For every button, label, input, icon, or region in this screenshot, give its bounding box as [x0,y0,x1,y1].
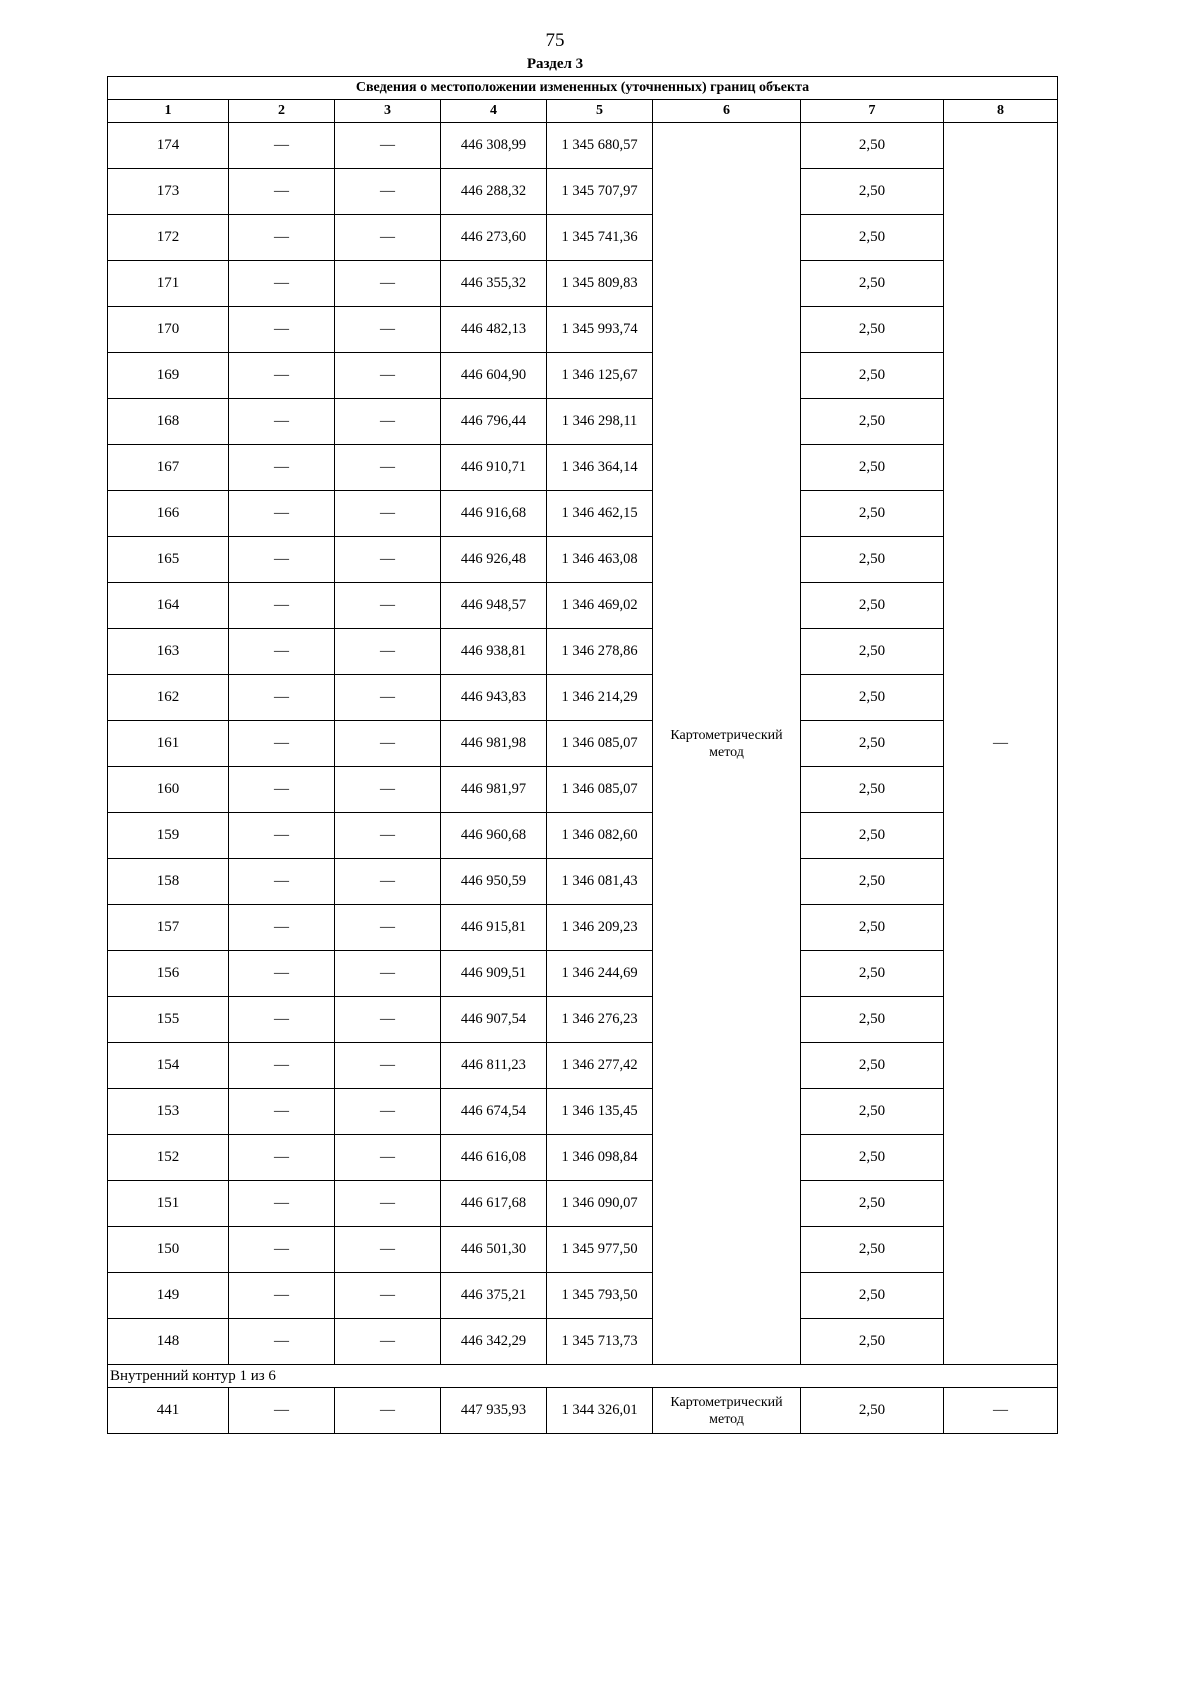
point-number-cell: 156 [108,951,229,997]
column-2-cell: — [229,1181,335,1227]
point-number-cell: 172 [108,215,229,261]
table-row [108,1135,1058,1181]
y-coordinate-cell: 1 346 098,84 [547,1135,653,1181]
section-title: Раздел 3 [526,56,584,72]
table-row [108,859,1058,905]
table-row [108,1319,1058,1365]
column-number-3: 3 [335,100,441,123]
accuracy-cell: 2,50 [801,1273,944,1319]
point-number-cell: 148 [108,1319,229,1365]
column-2-cell: — [229,261,335,307]
y-coordinate-cell: 1 346 081,43 [547,859,653,905]
point-number-cell: 164 [108,583,229,629]
point-number-cell: 167 [108,445,229,491]
point-number-cell: 152 [108,1135,229,1181]
column-2-cell: — [229,583,335,629]
contour-label: Внутренний контур 1 из 6 [108,1365,1058,1388]
point-number-cell: 165 [108,537,229,583]
x-coordinate-cell: 446 355,32 [441,261,547,307]
accuracy-cell: 2,50 [801,767,944,813]
table-row [108,583,1058,629]
accuracy-cell: 2,50 [801,491,944,537]
y-coordinate-cell: 1 345 707,97 [547,169,653,215]
x-coordinate-cell: 446 674,54 [441,1089,547,1135]
y-coordinate-cell: 1 346 244,69 [547,951,653,997]
table-row [108,1181,1058,1227]
table-row [108,767,1058,813]
y-coordinate-cell: 1 346 085,07 [547,721,653,767]
column-2-cell: — [229,813,335,859]
y-coordinate-cell: 1 345 977,50 [547,1227,653,1273]
column-2-cell: — [229,1319,335,1365]
column-2-cell: — [229,123,335,169]
accuracy-cell: 2,50 [801,905,944,951]
y-coordinate-cell: 1 346 214,29 [547,675,653,721]
column-3-cell: — [335,215,441,261]
point-number-cell: 169 [108,353,229,399]
column-2-cell: — [229,1043,335,1089]
accuracy-cell: 2,50 [801,399,944,445]
y-coordinate-cell: 1 345 713,73 [547,1319,653,1365]
column-3-cell: — [335,1089,441,1135]
x-coordinate-cell: 446 981,97 [441,767,547,813]
column-number-6: 6 [653,100,801,123]
y-coordinate-cell: 1 346 463,08 [547,537,653,583]
x-coordinate-cell: 446 796,44 [441,399,547,445]
accuracy-cell: 2,50 [801,583,944,629]
column-3-cell: — [335,399,441,445]
x-coordinate-cell: 446 909,51 [441,951,547,997]
y-coordinate-cell: 1 346 125,67 [547,353,653,399]
point-number-cell: 160 [108,767,229,813]
column-3-cell: — [335,445,441,491]
column-2-cell: — [229,1273,335,1319]
accuracy-cell: 2,50 [801,445,944,491]
accuracy-cell: 2,50 [801,813,944,859]
point-number-cell: 168 [108,399,229,445]
table-row [108,951,1058,997]
column-2-cell: — [229,215,335,261]
x-coordinate-cell: 446 943,83 [441,675,547,721]
point-number-cell: 161 [108,721,229,767]
accuracy-cell: 2,50 [801,261,944,307]
x-coordinate-cell: 446 342,29 [441,1319,547,1365]
accuracy-cell: 2,50 [801,1181,944,1227]
table-row [108,1043,1058,1089]
table-row [108,261,1058,307]
x-coordinate-cell: 446 938,81 [441,629,547,675]
accuracy-cell: 2,50 [801,951,944,997]
column-3-cell: — [335,859,441,905]
table-row [108,675,1058,721]
point-number-cell: 150 [108,1227,229,1273]
column-3-cell: — [335,1388,441,1434]
table-caption-row [108,77,1058,100]
y-coordinate-cell: 1 346 085,07 [547,767,653,813]
column-3-cell: — [335,905,441,951]
column-3-cell: — [335,629,441,675]
x-coordinate-cell: 446 915,81 [441,905,547,951]
column-number-8: 8 [944,100,1058,123]
column-3-cell: — [335,123,441,169]
table-row [108,537,1058,583]
x-coordinate-cell: 446 482,13 [441,307,547,353]
point-number-cell: 162 [108,675,229,721]
accuracy-cell: 2,50 [801,629,944,675]
table-row [108,307,1058,353]
y-coordinate-cell: 1 345 793,50 [547,1273,653,1319]
table-body [108,77,1058,1434]
x-coordinate-cell: 446 616,08 [441,1135,547,1181]
column-2-cell: — [229,997,335,1043]
table-row [108,813,1058,859]
column-3-cell: — [335,1181,441,1227]
column-2-cell: — [229,399,335,445]
x-coordinate-cell: 446 288,32 [441,169,547,215]
accuracy-cell: 2,50 [801,1043,944,1089]
point-number-cell: 154 [108,1043,229,1089]
x-coordinate-cell: 446 811,23 [441,1043,547,1089]
table-row [108,399,1058,445]
column-2-cell: — [229,1227,335,1273]
x-coordinate-cell: 446 273,60 [441,215,547,261]
column-2-cell: — [229,1135,335,1181]
point-number-cell: 159 [108,813,229,859]
x-coordinate-cell: 446 960,68 [441,813,547,859]
column-3-cell: — [335,1273,441,1319]
column-number-4: 4 [441,100,547,123]
accuracy-cell: 2,50 [801,1135,944,1181]
column-2-cell: — [229,353,335,399]
column-2-cell: — [229,1388,335,1434]
table-row [108,1388,1058,1434]
table-row [108,721,1058,767]
y-coordinate-cell: 1 346 209,23 [547,905,653,951]
accuracy-cell: 2,50 [801,1227,944,1273]
column-number-5: 5 [547,100,653,123]
y-coordinate-cell: 1 345 809,83 [547,261,653,307]
x-coordinate-cell: 446 950,59 [441,859,547,905]
y-coordinate-cell: 1 346 469,02 [547,583,653,629]
accuracy-cell: 2,50 [801,1388,944,1434]
table-row [108,629,1058,675]
column-2-cell: — [229,675,335,721]
accuracy-cell: 2,50 [801,997,944,1043]
point-number-cell: 441 [108,1388,229,1434]
table-row [108,1089,1058,1135]
accuracy-cell: 2,50 [801,1089,944,1135]
accuracy-cell: 2,50 [801,859,944,905]
column-3-cell: — [335,1135,441,1181]
y-coordinate-cell: 1 345 680,57 [547,123,653,169]
column-3-cell: — [335,491,441,537]
accuracy-cell: 2,50 [801,307,944,353]
table-caption: Сведения о местоположении измененных (уточненных) границ объекта [108,77,1058,100]
column-2-cell: — [229,767,335,813]
column-number-1: 1 [108,100,229,123]
column-3-cell: — [335,307,441,353]
column-3-cell: — [335,721,441,767]
point-number-cell: 166 [108,491,229,537]
accuracy-cell: 2,50 [801,169,944,215]
x-coordinate-cell: 446 375,21 [441,1273,547,1319]
column-8-cell: — [944,123,1058,1365]
column-2-cell: — [229,629,335,675]
x-coordinate-cell: 446 948,57 [441,583,547,629]
y-coordinate-cell: 1 344 326,01 [547,1388,653,1434]
column-number-7: 7 [801,100,944,123]
y-coordinate-cell: 1 346 090,07 [547,1181,653,1227]
column-3-cell: — [335,1319,441,1365]
table-row [108,169,1058,215]
x-coordinate-cell: 446 617,68 [441,1181,547,1227]
point-number-cell: 149 [108,1273,229,1319]
column-number-2: 2 [229,100,335,123]
point-number-cell: 155 [108,997,229,1043]
table-row [108,123,1058,169]
y-coordinate-cell: 1 345 741,36 [547,215,653,261]
column-number-row [108,100,1058,123]
accuracy-cell: 2,50 [801,123,944,169]
table-row [108,445,1058,491]
x-coordinate-cell: 446 916,68 [441,491,547,537]
x-coordinate-cell: 446 926,48 [441,537,547,583]
point-number-cell: 163 [108,629,229,675]
column-3-cell: — [335,583,441,629]
column-2-cell: — [229,537,335,583]
point-number-cell: 173 [108,169,229,215]
y-coordinate-cell: 1 346 277,42 [547,1043,653,1089]
boundary-coordinates-table [107,76,1058,1434]
column-2-cell: — [229,169,335,215]
x-coordinate-cell: 446 907,54 [441,997,547,1043]
column-3-cell: — [335,261,441,307]
column-2-cell: — [229,491,335,537]
y-coordinate-cell: 1 346 298,11 [547,399,653,445]
accuracy-cell: 2,50 [801,721,944,767]
point-number-cell: 157 [108,905,229,951]
y-coordinate-cell: 1 346 364,14 [547,445,653,491]
column-2-cell: — [229,951,335,997]
x-coordinate-cell: 446 308,99 [441,123,547,169]
column-3-cell: — [335,813,441,859]
x-coordinate-cell: 447 935,93 [441,1388,547,1434]
accuracy-cell: 2,50 [801,215,944,261]
point-number-cell: 151 [108,1181,229,1227]
accuracy-cell: 2,50 [801,537,944,583]
point-number-cell: 158 [108,859,229,905]
y-coordinate-cell: 1 346 082,60 [547,813,653,859]
accuracy-cell: 2,50 [801,353,944,399]
column-3-cell: — [335,353,441,399]
table-row [108,215,1058,261]
column-3-cell: — [335,675,441,721]
table-row [108,353,1058,399]
y-coordinate-cell: 1 346 462,15 [547,491,653,537]
accuracy-cell: 2,50 [801,1319,944,1365]
column-3-cell: — [335,1043,441,1089]
point-number-cell: 174 [108,123,229,169]
column-3-cell: — [335,767,441,813]
method-cell: Картометрический метод [653,123,801,1365]
column-2-cell: — [229,307,335,353]
column-2-cell: — [229,905,335,951]
column-8-cell: — [944,1388,1058,1434]
table-row [108,1227,1058,1273]
column-2-cell: — [229,445,335,491]
x-coordinate-cell: 446 501,30 [441,1227,547,1273]
x-coordinate-cell: 446 604,90 [441,353,547,399]
point-number-cell: 153 [108,1089,229,1135]
column-2-cell: — [229,721,335,767]
column-3-cell: — [335,537,441,583]
column-2-cell: — [229,1089,335,1135]
y-coordinate-cell: 1 346 278,86 [547,629,653,675]
column-3-cell: — [335,169,441,215]
y-coordinate-cell: 1 345 993,74 [547,307,653,353]
x-coordinate-cell: 446 910,71 [441,445,547,491]
y-coordinate-cell: 1 346 135,45 [547,1089,653,1135]
column-3-cell: — [335,1227,441,1273]
table-row [108,905,1058,951]
point-number-cell: 170 [108,307,229,353]
table-row [108,997,1058,1043]
method-cell: Картометрический метод [653,1388,801,1434]
accuracy-cell: 2,50 [801,675,944,721]
column-2-cell: — [229,859,335,905]
contour-label-row [108,1365,1058,1388]
point-number-cell: 171 [108,261,229,307]
x-coordinate-cell: 446 981,98 [441,721,547,767]
table-row [108,1273,1058,1319]
column-3-cell: — [335,997,441,1043]
column-3-cell: — [335,951,441,997]
y-coordinate-cell: 1 346 276,23 [547,997,653,1043]
table-row [108,491,1058,537]
page-number: 75 [545,30,565,51]
